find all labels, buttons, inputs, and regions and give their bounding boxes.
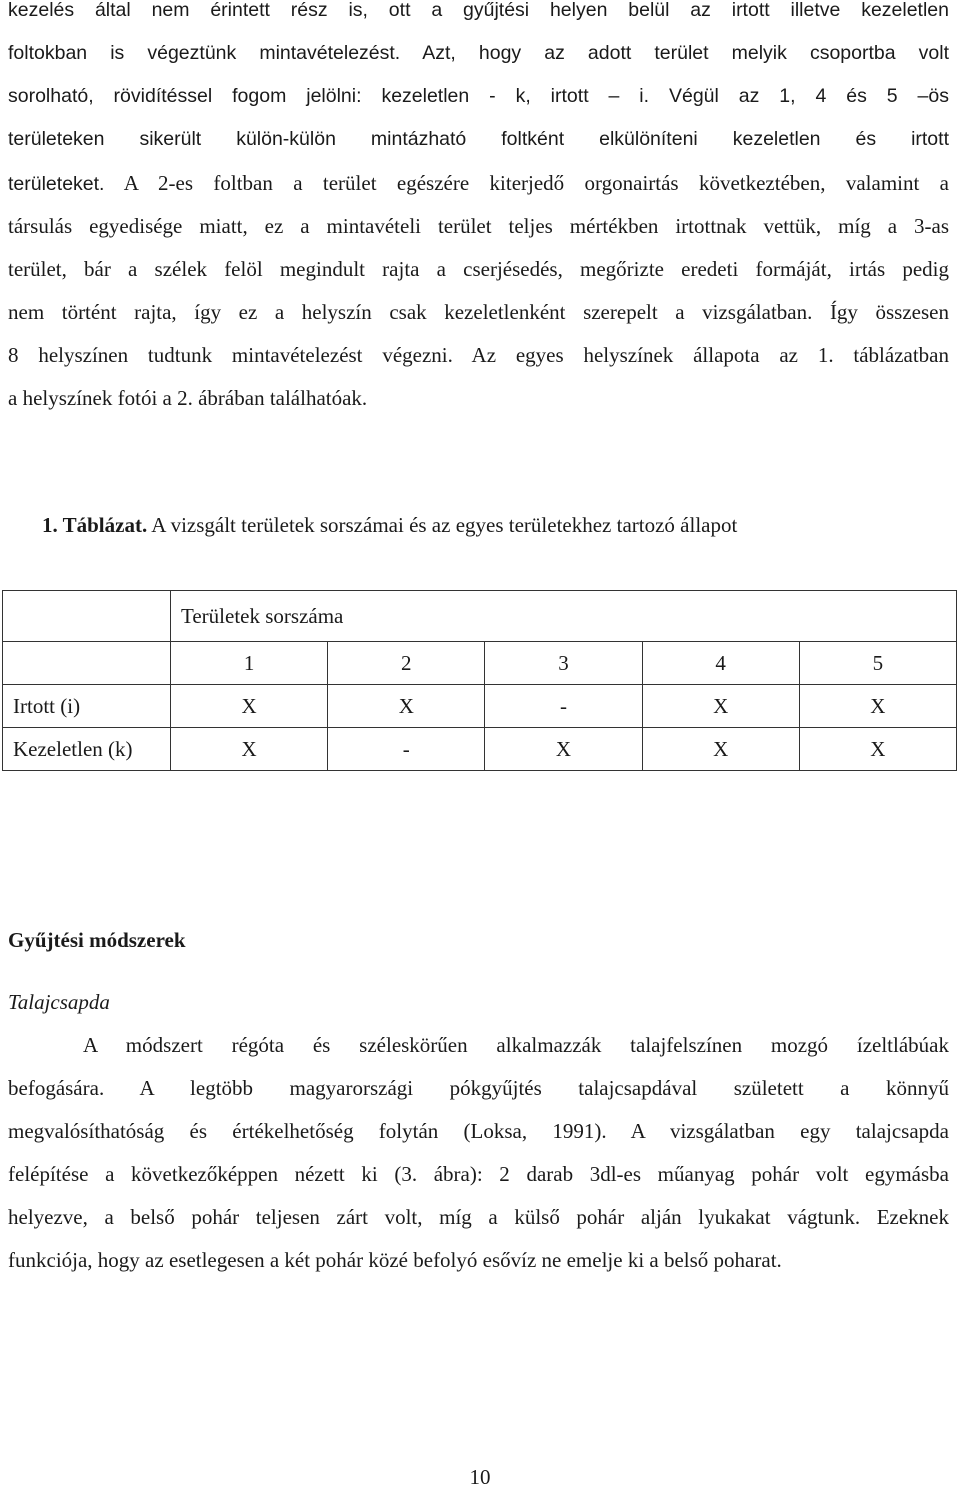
text-line: A módszert régóta és széleskörűen alkalmazzák talajfelszínen mozgó ízeltlábúak (83, 1033, 949, 1057)
table-column-row (3, 642, 957, 685)
table-caption (42, 508, 737, 542)
table-cell: X (328, 685, 485, 728)
table-cell: X (642, 728, 799, 771)
table-cell: X (799, 728, 956, 771)
text-line: felépítése a következőképpen nézett ki (3. ábra): 2 darab 3dl-es műanyag pohár volt egymásba (8, 1162, 949, 1186)
table-cell: X (799, 685, 956, 728)
row-label: Kezeletlen (k) (3, 728, 171, 771)
text-line: terület, bár a szélek felöl megindult rajta a cserjésedés, megőrizte eredeti formáját, irtás pedig (8, 257, 949, 281)
paragraph-continued (8, 0, 949, 161)
text-line: sorolható, rövidítéssel fogom jelölni: kezeletlen - k, irtott – i. Végül az 1, 4 és 5 –ös (8, 85, 949, 107)
text-line: foltokban is végeztünk mintavételezést. Azt, hogy az adott terület melyik csoportba volt (8, 42, 949, 64)
text-line-rest: A 2-es foltban a terület egészére kiterjedő orgonairtás következtében, valamint a (123, 171, 949, 195)
text-line: társulás egyedisége miatt, ez a mintavételi terület teljes mértékben irtottnak vettük, míg a 3-as (8, 214, 949, 238)
column-header: 1 (171, 642, 328, 685)
column-header: 2 (328, 642, 485, 685)
site-status-table (2, 590, 957, 771)
text-line: helyezve, a belső pohár teljesen zárt volt, míg a külső pohár alján lyukakat vágtunk. Ezeknek (8, 1205, 949, 1229)
paragraph-method (8, 1024, 949, 1282)
table-cell: - (328, 728, 485, 771)
text-line-mixed (8, 162, 949, 205)
table-cell: X (485, 728, 642, 771)
column-header: 4 (642, 642, 799, 685)
text-line: megvalósíthatóság és értékelhetőség folytán (Loksa, 1991). A vizsgálatban egy talajcsapda (8, 1119, 949, 1143)
column-header: 5 (799, 642, 956, 685)
table-header-title: Területek sorszáma (171, 591, 957, 642)
text-line: befogására. A legtöbb magyarországi pókgyűjtés talajcsapdával született a könnyű (8, 1076, 949, 1100)
row-label: Irtott (i) (3, 685, 171, 728)
table-cell: - (485, 685, 642, 728)
text-line: funkciója, hogy az esetlegesen a két pohár közé befolyó esővíz ne emelje ki a belső poharat. (8, 1248, 782, 1272)
table-caption-text: A vizsgált területek sorszámai és az egyes területekhez tartozó állapot (147, 513, 738, 537)
text-line: nem történt rajta, így ez a helyszín csak kezeletlenként szerepelt a vizsgálatban. Így összesen (8, 300, 949, 324)
text-line: területeken sikerült külön-külön mintázható foltként elkülöníteni kezeletlen és irtott (8, 128, 949, 150)
table-row (3, 728, 957, 771)
table-header-row (3, 591, 957, 642)
page-number: 10 (469, 1465, 491, 1489)
text-line-lead: területeket. (8, 173, 105, 195)
table-cell: X (171, 728, 328, 771)
text-line: 8 helyszínen tudtunk mintavételezést végezni. Az egyes helyszínek állapota az 1. táblázatban (8, 343, 949, 367)
table-row (3, 685, 957, 728)
table-caption-label: 1. Táblázat. (42, 513, 148, 537)
table-corner-cell (3, 591, 171, 642)
paragraph-site-description (8, 162, 949, 420)
table-corner-cell (3, 642, 171, 685)
text-line: kezelés által nem érintett rész is, ott a gyűjtési helyen belül az irtott illetve kezeletlen (8, 0, 949, 21)
text-line: a helyszínek fotói a 2. ábrában találhatóak. (8, 386, 368, 410)
subsection-title: Talajcsapda (8, 990, 110, 1014)
section-title: Gyűjtési módszerek (8, 928, 186, 952)
table-cell: X (171, 685, 328, 728)
column-header: 3 (485, 642, 642, 685)
table-cell: X (642, 685, 799, 728)
